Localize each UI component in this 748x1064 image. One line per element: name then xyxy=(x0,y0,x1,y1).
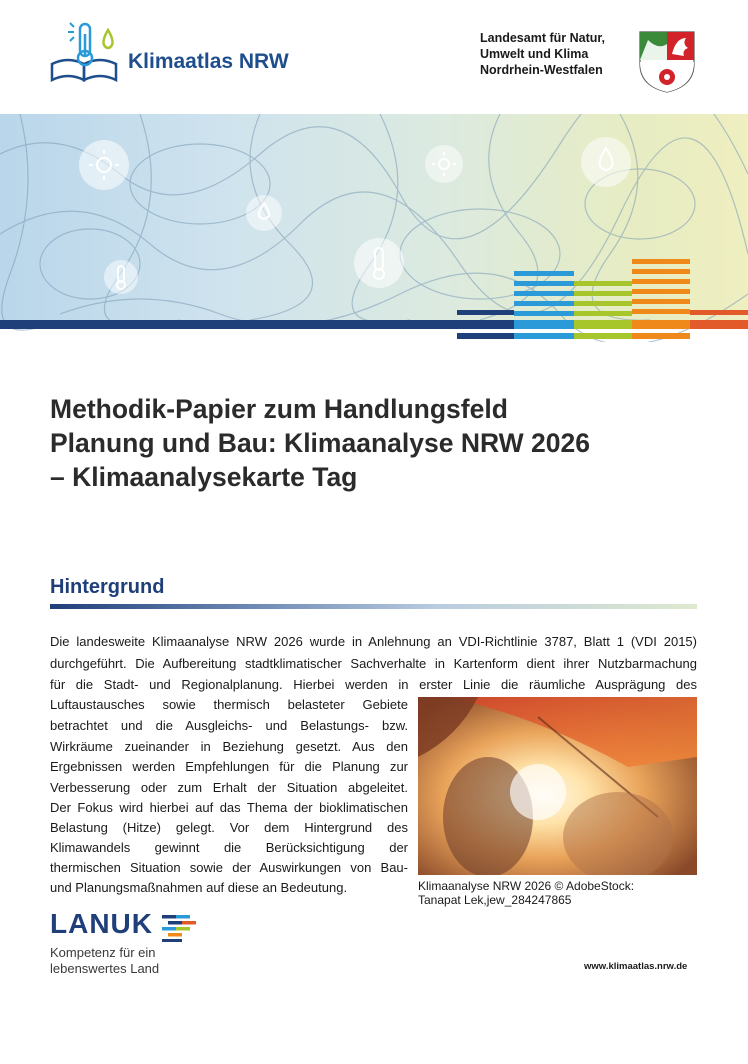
agency-name-line: Nordrhein-Westfalen xyxy=(480,63,603,77)
title-line: Planung und Bau: Klimaanalyse NRW 2026 xyxy=(50,428,590,458)
section-divider xyxy=(50,604,697,609)
body-line: und Planungsmaßnahmen auf diese an Bedeutung. xyxy=(50,880,348,895)
body-line: für die Stadt- und Regionalplanung. Hierbei werden in erster Linie die räumliche Ausprägung des xyxy=(50,677,697,692)
nrw-coat-of-arms-icon xyxy=(638,30,696,94)
title-line: – Klimaanalysekarte Tag xyxy=(50,462,358,492)
body-line: betrachtet und die Ausgleichs- und Belastungs- bzw. xyxy=(50,718,408,733)
tagline-line: lebenswertes Land xyxy=(50,961,160,976)
agency-name-line: Umwelt und Klima xyxy=(480,47,589,61)
agency-name xyxy=(480,30,630,78)
agency-name-line: Landesamt für Natur, xyxy=(480,31,606,45)
body-line: Luftaustausches sowie thermisch belasteter Gebiete xyxy=(50,697,408,712)
header-banner xyxy=(0,114,748,342)
water-drop-icon xyxy=(581,137,631,187)
tagline-line: Kompetenz für ein xyxy=(50,945,156,960)
caption-line: Klimaanalyse NRW 2026 © AdobeStock: xyxy=(418,879,635,893)
logo-wordmark: Klimaatlas NRW xyxy=(128,50,289,73)
lanuk-logo-bars-icon xyxy=(160,913,200,943)
water-drop-icon xyxy=(246,195,282,231)
article-photo xyxy=(418,697,697,875)
sun-icon xyxy=(79,140,129,190)
document-title xyxy=(50,392,710,494)
body-line: Belastung (Hitze) gelegt. Vor dem Hintergrund des xyxy=(50,820,408,835)
lanuk-tagline xyxy=(50,945,159,977)
title-line: Methodik-Papier zum Handlungsfeld xyxy=(50,394,508,424)
body-line: Verbesserung oder zum Erhalt der Situation abgeleitet. xyxy=(50,780,408,795)
body-line: Die landesweite Klimaanalyse NRW 2026 wurde in Anlehnung an VDI-Richtlinie 3787, Blatt 1 (VDI 2015) xyxy=(50,634,697,649)
body-line: thermischen Situation sowie der Auswirkungen von Bau- xyxy=(50,860,408,875)
footer-url-link[interactable]: www.klimaatlas.nrw.de xyxy=(584,961,688,972)
thermometer-icon xyxy=(104,260,138,294)
body-line: durchgeführt. Die Aufbereitung stadtklimatischer Sachverhalte in Kartenform dient ihrer Nutzbarmachung xyxy=(50,656,697,671)
section-heading: Hintergrund xyxy=(50,576,165,598)
body-line: Klimawandels gewinnt die Berücksichtigung der xyxy=(50,840,408,855)
klimaatlas-logo-icon xyxy=(50,18,128,88)
caption-line: Tanapat Lek,jew_284247865 xyxy=(418,893,572,907)
body-line: Der Fokus wird hierbei auf das Thema der bioklimatischen xyxy=(50,800,408,815)
thermometer-icon xyxy=(354,238,404,288)
photo-caption xyxy=(418,879,634,907)
body-line: Ergebnissen werden Empfehlungen für die Planung zur xyxy=(50,759,408,774)
sun-icon xyxy=(425,145,463,183)
lanuk-logo: LANUK xyxy=(50,908,153,939)
body-line: Wirkräume zueinander in Beziehung gesetzt. Aus den xyxy=(50,739,408,754)
banner-color-bars xyxy=(457,259,748,316)
